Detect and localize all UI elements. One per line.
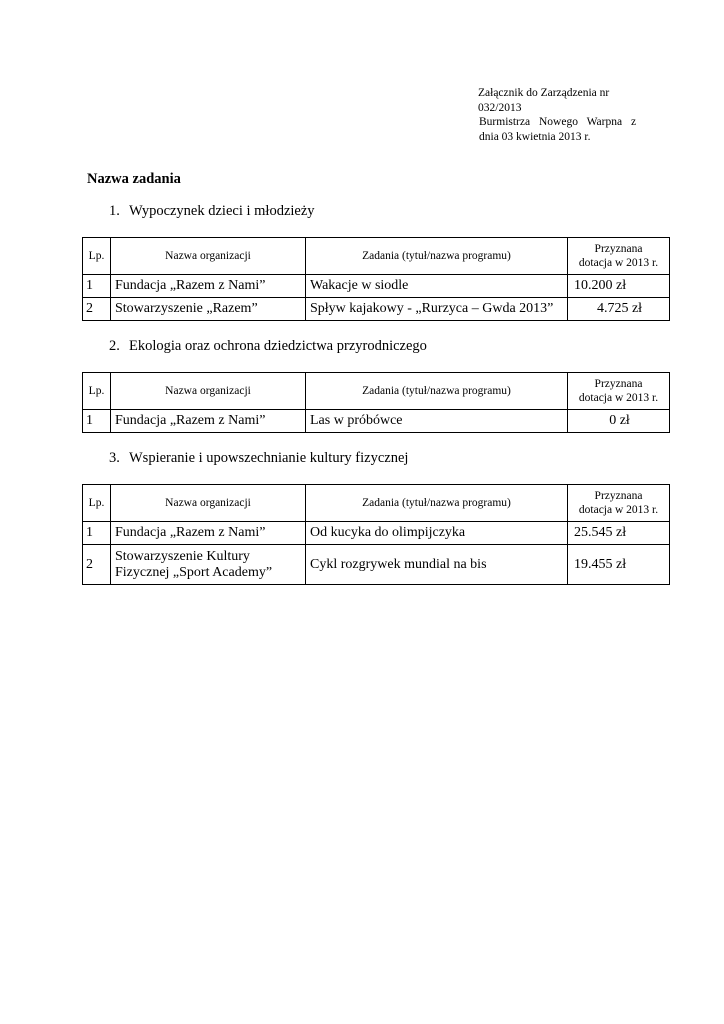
- cell-lp: 1: [83, 275, 111, 298]
- table-row: [83, 275, 670, 298]
- cell-lp: 1: [83, 410, 111, 433]
- cell-org-line: Fizycznej „Sport Academy”: [115, 564, 273, 580]
- cell-org: Fundacja „Razem z Nami”: [111, 410, 306, 433]
- header-lp: Lp.: [83, 373, 111, 410]
- annex-line: Burmistrza Nowego Warpna z: [479, 116, 637, 128]
- header-task: Zadania (tytuł/nazwa programu): [306, 373, 568, 410]
- header-grant-line: Przyznana: [594, 378, 643, 390]
- section-title: [109, 450, 408, 467]
- page-heading: Nazwa zadania: [87, 171, 181, 187]
- cell-grant: 0 zł: [568, 410, 670, 433]
- header-grant-line: Przyznana: [594, 490, 643, 502]
- header-grant-line: dotacja w 2013 r.: [578, 504, 659, 516]
- cell-org: Stowarzyszenie „Razem”: [111, 298, 306, 321]
- section-title-text: Wypoczynek dzieci i młodzieży: [129, 203, 315, 219]
- cell-grant: 10.200 zł: [568, 275, 670, 298]
- section-number: 3.: [109, 450, 120, 466]
- cell-grant: 4.725 zł: [568, 298, 670, 321]
- grants-table: [82, 372, 670, 433]
- header-org: Nazwa organizacji: [111, 373, 306, 410]
- annex-line: Załącznik do Zarządzenia nr: [478, 87, 610, 99]
- grants-table: [82, 237, 670, 321]
- table-header-row: [83, 373, 670, 410]
- cell-org-line: Stowarzyszenie Kultury: [115, 548, 250, 564]
- table-row: [83, 522, 670, 545]
- section-title: [109, 338, 427, 355]
- table-row: [83, 298, 670, 321]
- header-grant: [568, 373, 670, 410]
- header-grant-line: dotacja w 2013 r.: [578, 392, 659, 404]
- section-title: [109, 203, 315, 220]
- header-task: Zadania (tytuł/nazwa programu): [306, 238, 568, 275]
- table-header-row: [83, 238, 670, 275]
- cell-task: Od kucyka do olimpijczyka: [306, 522, 568, 545]
- header-lp: Lp.: [83, 238, 111, 275]
- table-header-row: [83, 485, 670, 522]
- header-grant: [568, 238, 670, 275]
- cell-lp: 1: [83, 522, 111, 545]
- cell-grant: 19.455 zł: [568, 545, 670, 585]
- section-number: 1.: [109, 203, 120, 219]
- grants-table: [82, 484, 670, 585]
- cell-task: Spływ kajakowy - „Rurzyca – Gwda 2013”: [306, 298, 568, 321]
- annex-line: 032/2013: [478, 101, 522, 114]
- cell-org: [111, 545, 306, 585]
- header-grant-line: Przyznana: [594, 243, 643, 255]
- cell-task: Wakacje w siodle: [306, 275, 568, 298]
- table-row: [83, 545, 670, 585]
- annex-note: [478, 86, 678, 144]
- cell-org: Fundacja „Razem z Nami”: [111, 522, 306, 545]
- cell-lp: 2: [83, 545, 111, 585]
- header-grant-line: dotacja w 2013 r.: [578, 257, 659, 269]
- section-number: 2.: [109, 338, 120, 354]
- annex-line: dnia 03 kwietnia 2013 r.: [479, 130, 591, 143]
- section-title-text: Wspieranie i upowszechnianie kultury fizycznej: [129, 450, 409, 466]
- section-title-text: Ekologia oraz ochrona dziedzictwa przyrodniczego: [129, 338, 427, 354]
- header-lp: Lp.: [83, 485, 111, 522]
- cell-task: Cykl rozgrywek mundial na bis: [306, 545, 568, 585]
- cell-grant: 25.545 zł: [568, 522, 670, 545]
- header-org: Nazwa organizacji: [111, 238, 306, 275]
- table-row: [83, 410, 670, 433]
- cell-lp: 2: [83, 298, 111, 321]
- header-grant: [568, 485, 670, 522]
- header-task: Zadania (tytuł/nazwa programu): [306, 485, 568, 522]
- cell-task: Las w próbówce: [306, 410, 568, 433]
- header-org: Nazwa organizacji: [111, 485, 306, 522]
- cell-org: Fundacja „Razem z Nami”: [111, 275, 306, 298]
